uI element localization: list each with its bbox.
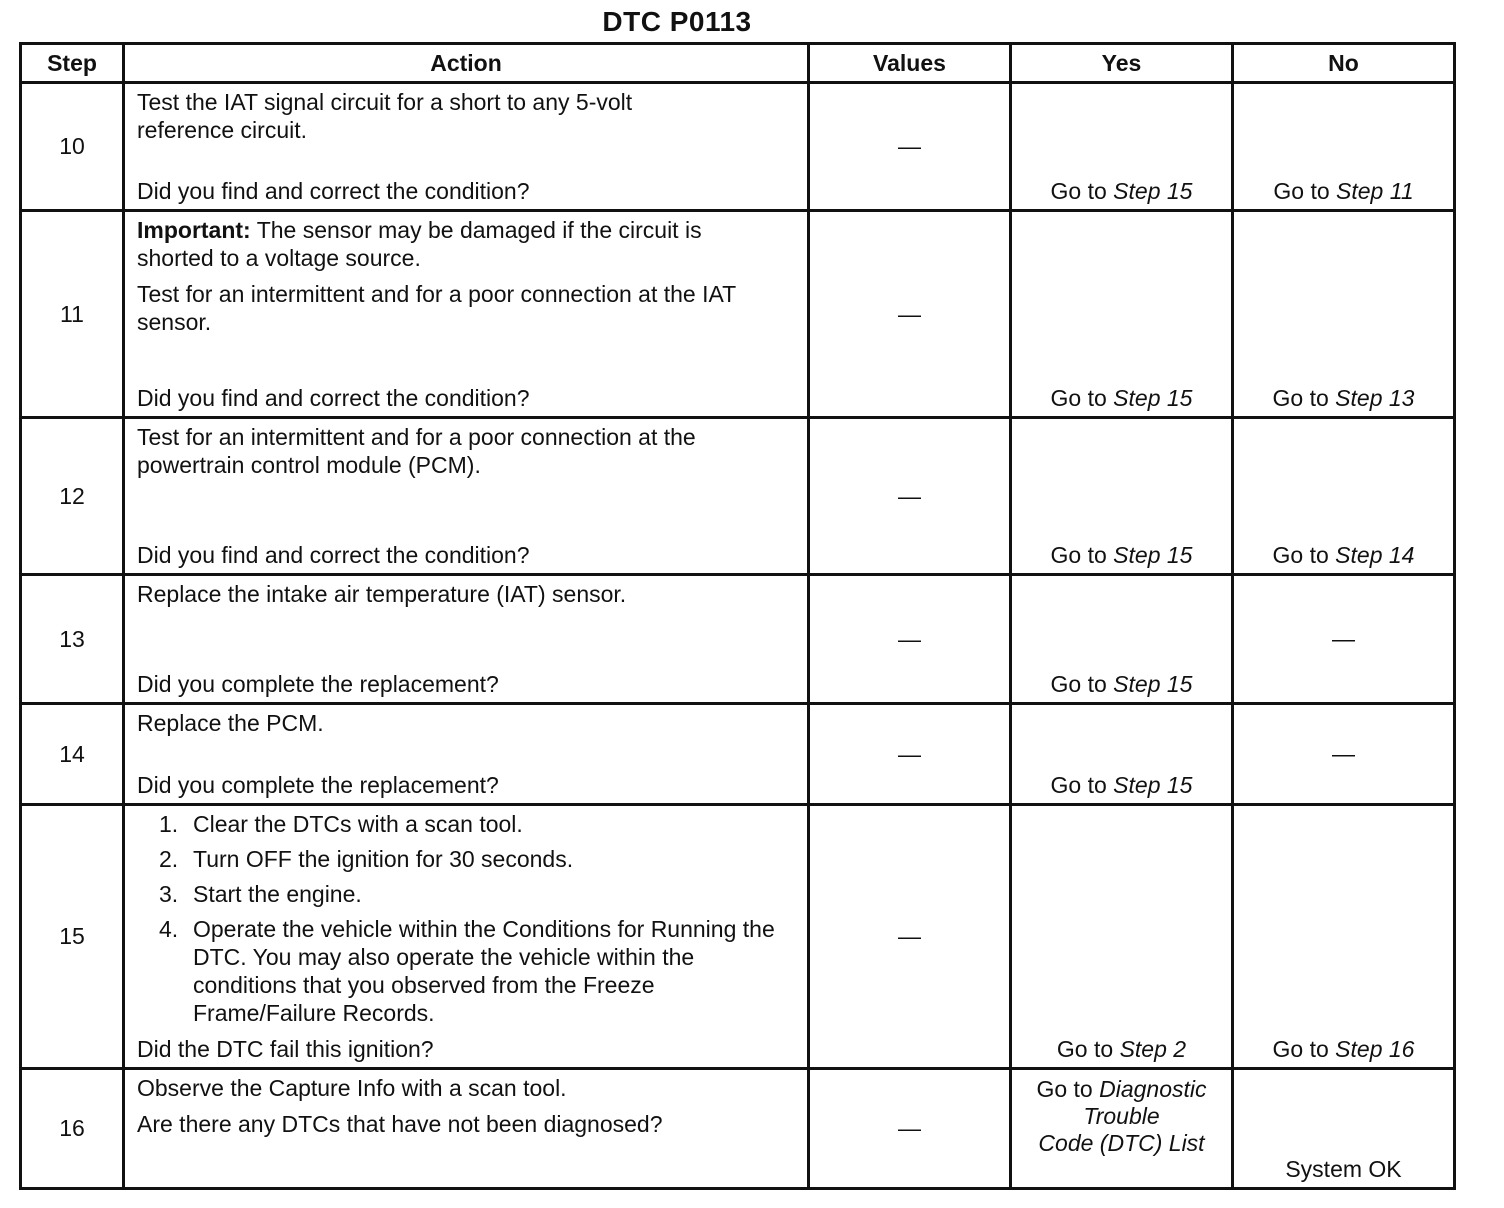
- action-cell: [124, 805, 809, 1069]
- yes-goto[interactable]: Go to Step 15: [1050, 542, 1193, 568]
- yes-goto[interactable]: Go to Step 15: [1050, 671, 1193, 697]
- no-cell: [1233, 211, 1455, 418]
- header-no: No: [1233, 44, 1455, 83]
- yes-cell: [1011, 805, 1233, 1069]
- action-question: Did you find and correct the condition?: [137, 385, 530, 411]
- action-cell: [124, 211, 809, 418]
- yes-cell: [1011, 1069, 1233, 1189]
- action-text: Replace the PCM.: [137, 710, 324, 736]
- header-row: [21, 44, 1455, 83]
- yes-goto[interactable]: Go to Step 15: [1050, 178, 1193, 204]
- list-item: 1. Clear the DTCs with a scan tool.: [159, 811, 523, 837]
- action-cell: [124, 704, 809, 805]
- action-text: Test the IAT signal circuit for a short to any 5-volt reference circuit.: [137, 89, 633, 143]
- no-cell: [1233, 805, 1455, 1069]
- no-value: System OK: [1285, 1156, 1402, 1182]
- action-question: Did you find and correct the condition?: [137, 178, 530, 204]
- action-cell: [124, 575, 809, 704]
- table-row: [21, 418, 1455, 575]
- table-row: [21, 83, 1455, 211]
- table-row: [21, 704, 1455, 805]
- action-text: Test for an intermittent and for a poor connection at the IAT sensor.: [137, 281, 736, 335]
- values-cell: —: [809, 83, 1011, 211]
- action-question: Did the DTC fail this ignition?: [137, 1036, 434, 1062]
- step-number: 11: [21, 211, 124, 418]
- no-cell: [1233, 1069, 1455, 1189]
- action-question: Did you complete the replacement?: [137, 772, 499, 798]
- step-number: 13: [21, 575, 124, 704]
- step-number: 12: [21, 418, 124, 575]
- list-item: 3. Start the engine.: [159, 881, 362, 907]
- header-yes: Yes: [1011, 44, 1233, 83]
- no-goto[interactable]: Go to Step 13: [1272, 385, 1415, 411]
- header-action: Action: [124, 44, 809, 83]
- action-question: Are there any DTCs that have not been diagnosed?: [137, 1111, 663, 1137]
- step-number: 14: [21, 704, 124, 805]
- list-item: 2. Turn OFF the ignition for 30 seconds.: [159, 846, 574, 872]
- no-goto[interactable]: Go to Step 14: [1272, 542, 1415, 568]
- values-cell: —: [809, 1069, 1011, 1189]
- action-cell: [124, 1069, 809, 1189]
- yes-cell: [1011, 575, 1233, 704]
- no-value: —: [1332, 740, 1355, 767]
- action-cell: [124, 418, 809, 575]
- step-number: 16: [21, 1069, 124, 1189]
- no-value: —: [1332, 625, 1355, 652]
- values-cell: —: [809, 575, 1011, 704]
- action-cell: [124, 83, 809, 211]
- header-step: Step: [21, 44, 124, 83]
- values-cell: —: [809, 805, 1011, 1069]
- no-cell: [1233, 418, 1455, 575]
- yes-cell: [1011, 83, 1233, 211]
- table-row: [21, 211, 1455, 418]
- yes-cell: [1011, 704, 1233, 805]
- values-cell: —: [809, 704, 1011, 805]
- important-note: Important: The sensor may be damaged if the circuit is shorted to a voltage source.: [137, 217, 702, 271]
- no-cell: [1233, 704, 1455, 805]
- action-text: Replace the intake air temperature (IAT) sensor.: [137, 581, 627, 607]
- page-title: DTC P0113: [602, 6, 752, 37]
- table-row: [21, 575, 1455, 704]
- no-cell: [1233, 575, 1455, 704]
- header-values: Values: [809, 44, 1011, 83]
- action-text: Observe the Capture Info with a scan tool.: [137, 1075, 567, 1101]
- action-text: Test for an intermittent and for a poor connection at the powertrain control module (PCM).: [137, 424, 696, 478]
- values-cell: —: [809, 211, 1011, 418]
- action-question: Did you complete the replacement?: [137, 671, 499, 697]
- list-item: 4. Operate the vehicle within the Conditions for Running the DTC. You may also operate the vehicle within the conditions that you observed from the Freeze Frame/Failure Records.: [159, 916, 775, 1026]
- action-question: Did you find and correct the condition?: [137, 542, 530, 568]
- table-row: [21, 1069, 1455, 1189]
- step-number: 10: [21, 83, 124, 211]
- yes-cell: [1011, 418, 1233, 575]
- yes-cell: [1011, 211, 1233, 418]
- no-goto[interactable]: Go to Step 16: [1272, 1036, 1415, 1062]
- yes-goto[interactable]: Go to Step 2: [1056, 1036, 1187, 1062]
- values-cell: —: [809, 418, 1011, 575]
- yes-goto[interactable]: Go to Step 15: [1050, 385, 1193, 411]
- yes-goto[interactable]: Go to Diagnostic Trouble Code (DTC) List: [1036, 1076, 1207, 1156]
- diagnostic-table: [19, 42, 1456, 1190]
- yes-goto[interactable]: Go to Step 15: [1050, 772, 1193, 798]
- no-goto[interactable]: Go to Step 11: [1273, 178, 1414, 204]
- no-cell: [1233, 83, 1455, 211]
- table-row: [21, 805, 1455, 1069]
- procedure-list: [137, 810, 797, 1027]
- step-number: 15: [21, 805, 124, 1069]
